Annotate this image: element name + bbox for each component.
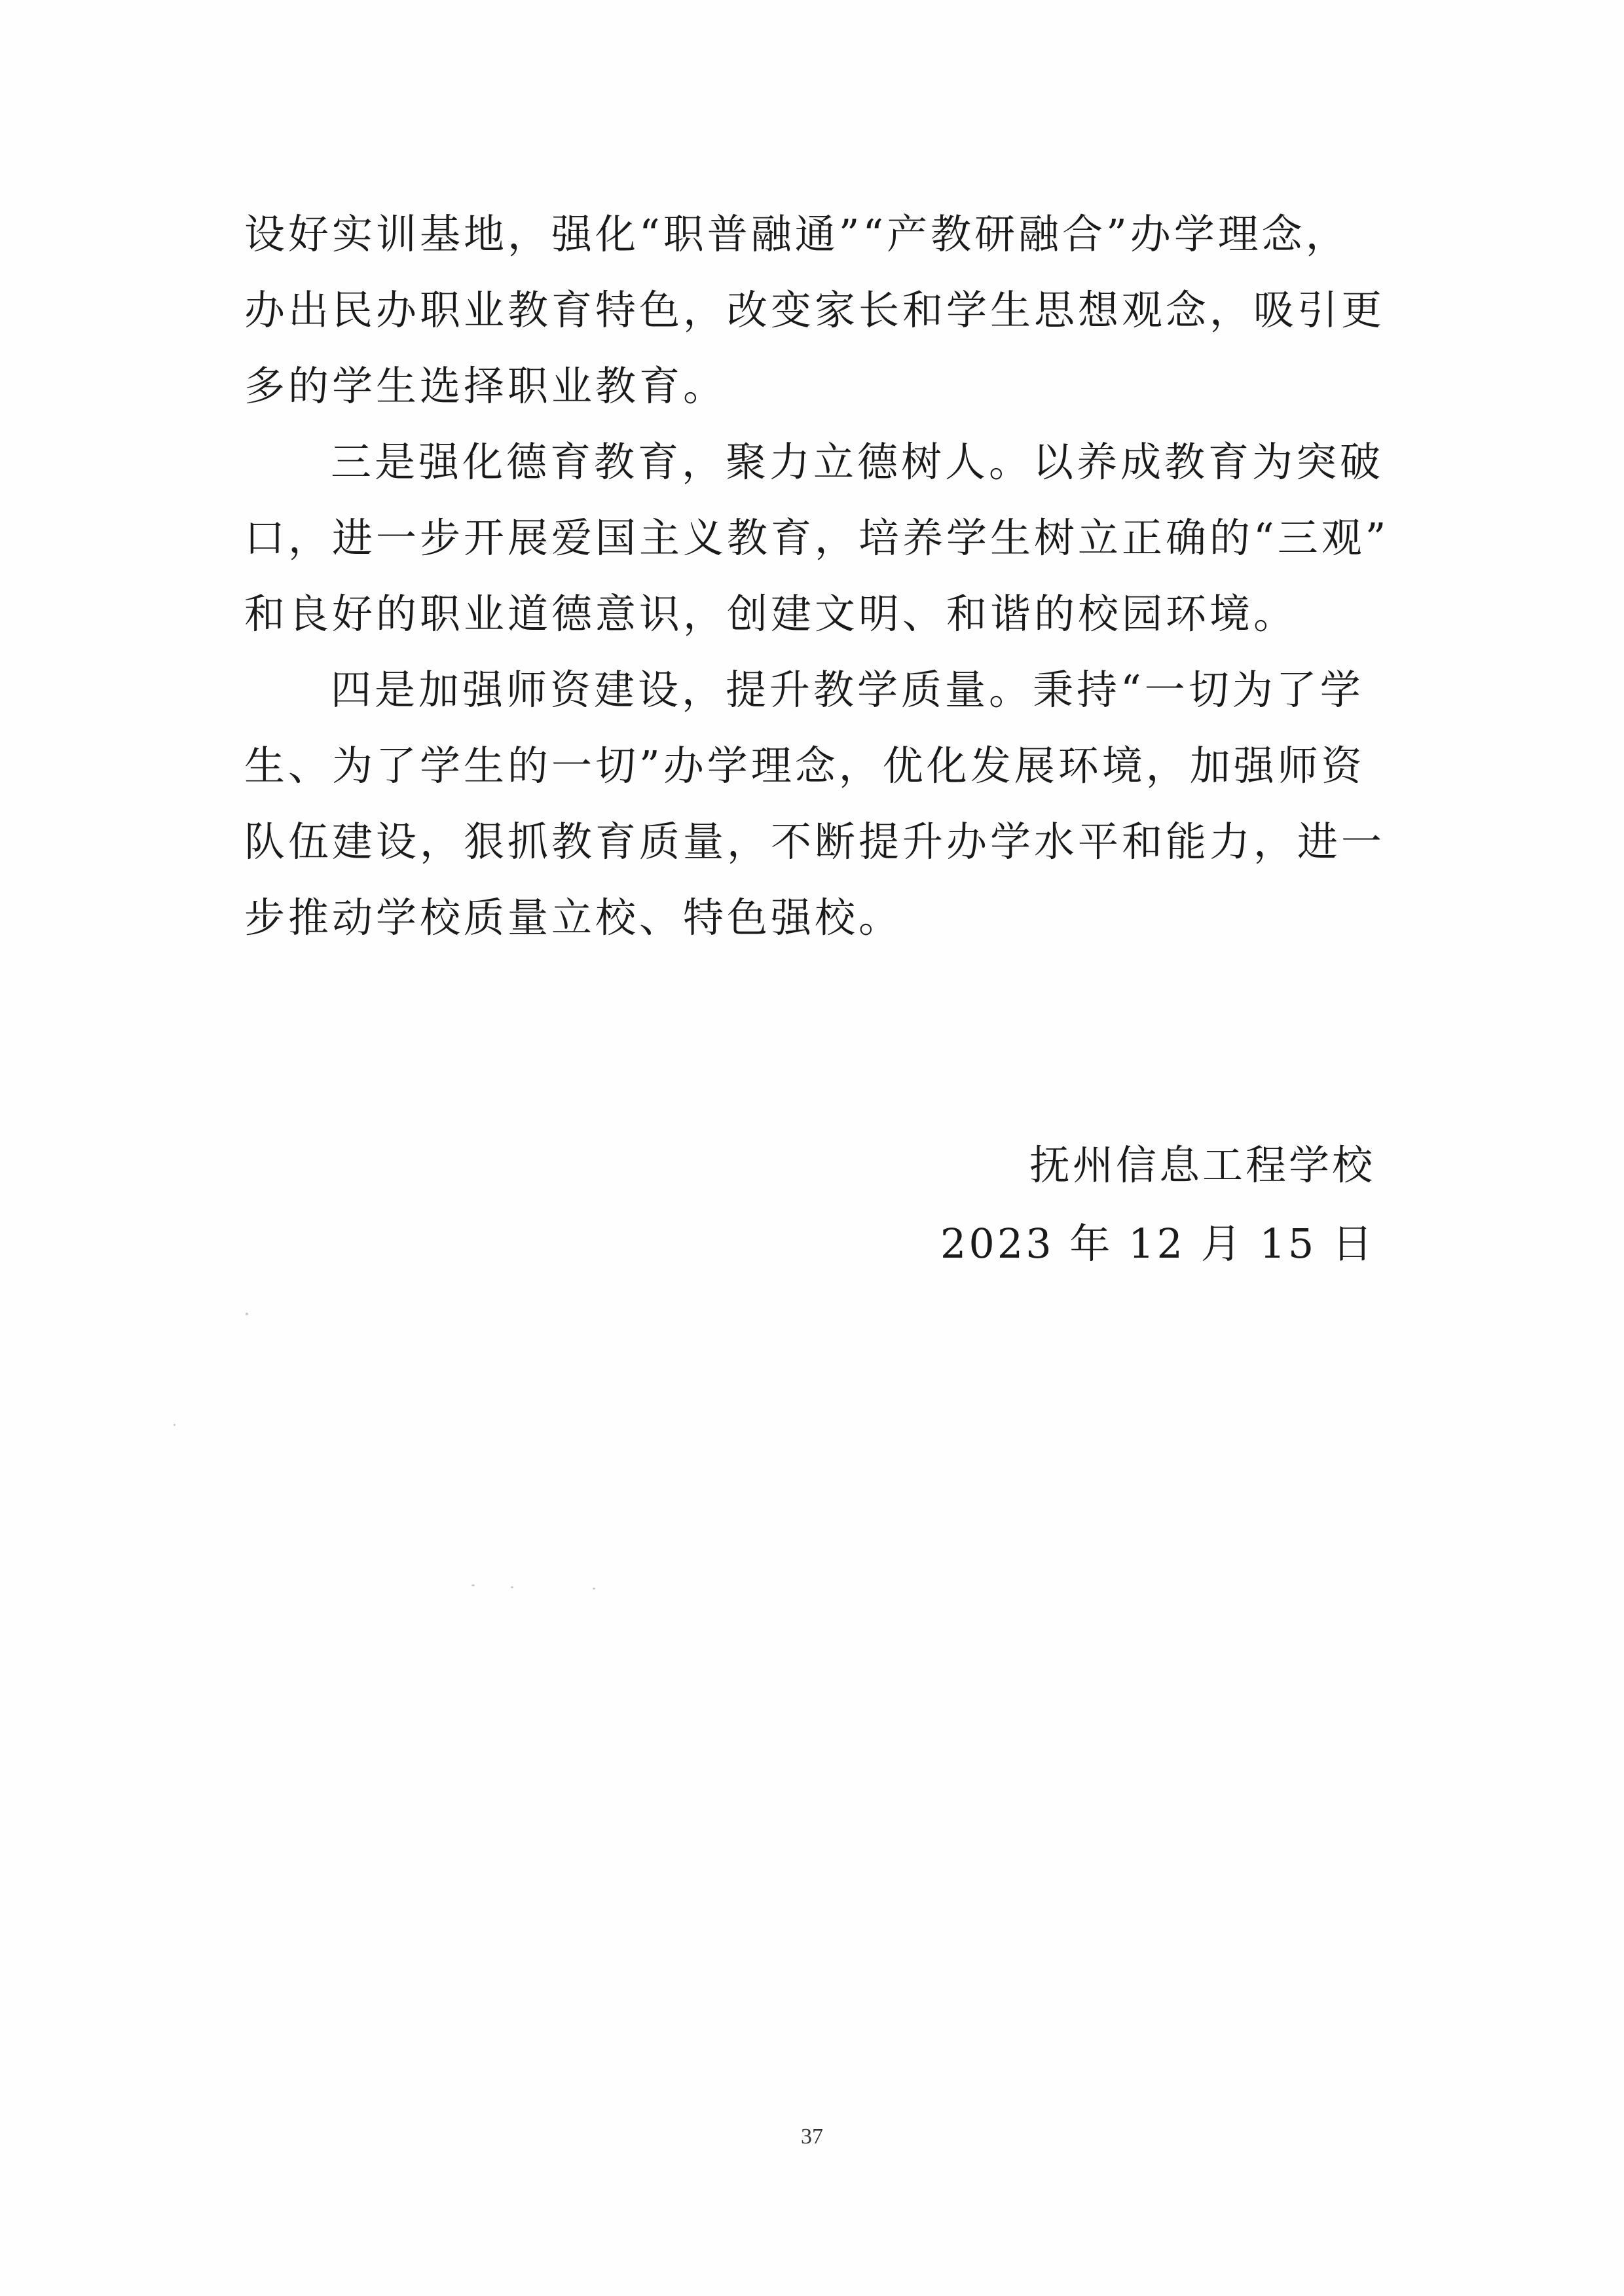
signature-block	[940, 1126, 1375, 1283]
scan-speck	[593, 1588, 595, 1590]
text-line: 生、为了学生的一切”办学理念，优化发展环境，加强师资	[244, 742, 1365, 790]
page-number: 37	[801, 2124, 823, 2149]
signature-date: 2023 年 12 月 15 日	[940, 1220, 1375, 1267]
scan-speck	[246, 1313, 248, 1315]
text-line: 步推动学校质量立校、特色强校。	[244, 894, 903, 941]
scan-speck	[511, 1586, 513, 1588]
document-body	[244, 196, 1390, 956]
text-line: 设好实训基地，强化“职普融通”“产教研融合”办学理念，	[244, 210, 1350, 258]
paragraph	[244, 652, 1384, 956]
text-line: 口，进一步开展爱国主义教育，培养学生树立正确的“三观”	[244, 514, 1390, 562]
text-line: 队伍建设，狠抓教育质量，不断提升办学水平和能力，进一	[244, 818, 1386, 866]
paragraph	[244, 424, 1390, 652]
text-line: 多的学生选择职业教育。	[244, 362, 728, 410]
text-line: 三是强化德育教育，聚力立德树人。以养成教育为突破	[331, 438, 1384, 486]
paragraph	[244, 196, 1384, 424]
scan-speck	[174, 1424, 175, 1426]
text-line: 和良好的职业道德意识，创建文明、和谐的校园环境。	[244, 590, 1298, 638]
scan-speck	[471, 1584, 475, 1586]
signature-organization: 抚州信息工程学校	[1029, 1141, 1375, 1189]
text-line: 办出民办职业教育特色，改变家长和学生思想观念，吸引更	[244, 286, 1386, 334]
text-line: 四是加强师资建设，提升教学质量。秉持“一切为了学	[331, 666, 1364, 714]
